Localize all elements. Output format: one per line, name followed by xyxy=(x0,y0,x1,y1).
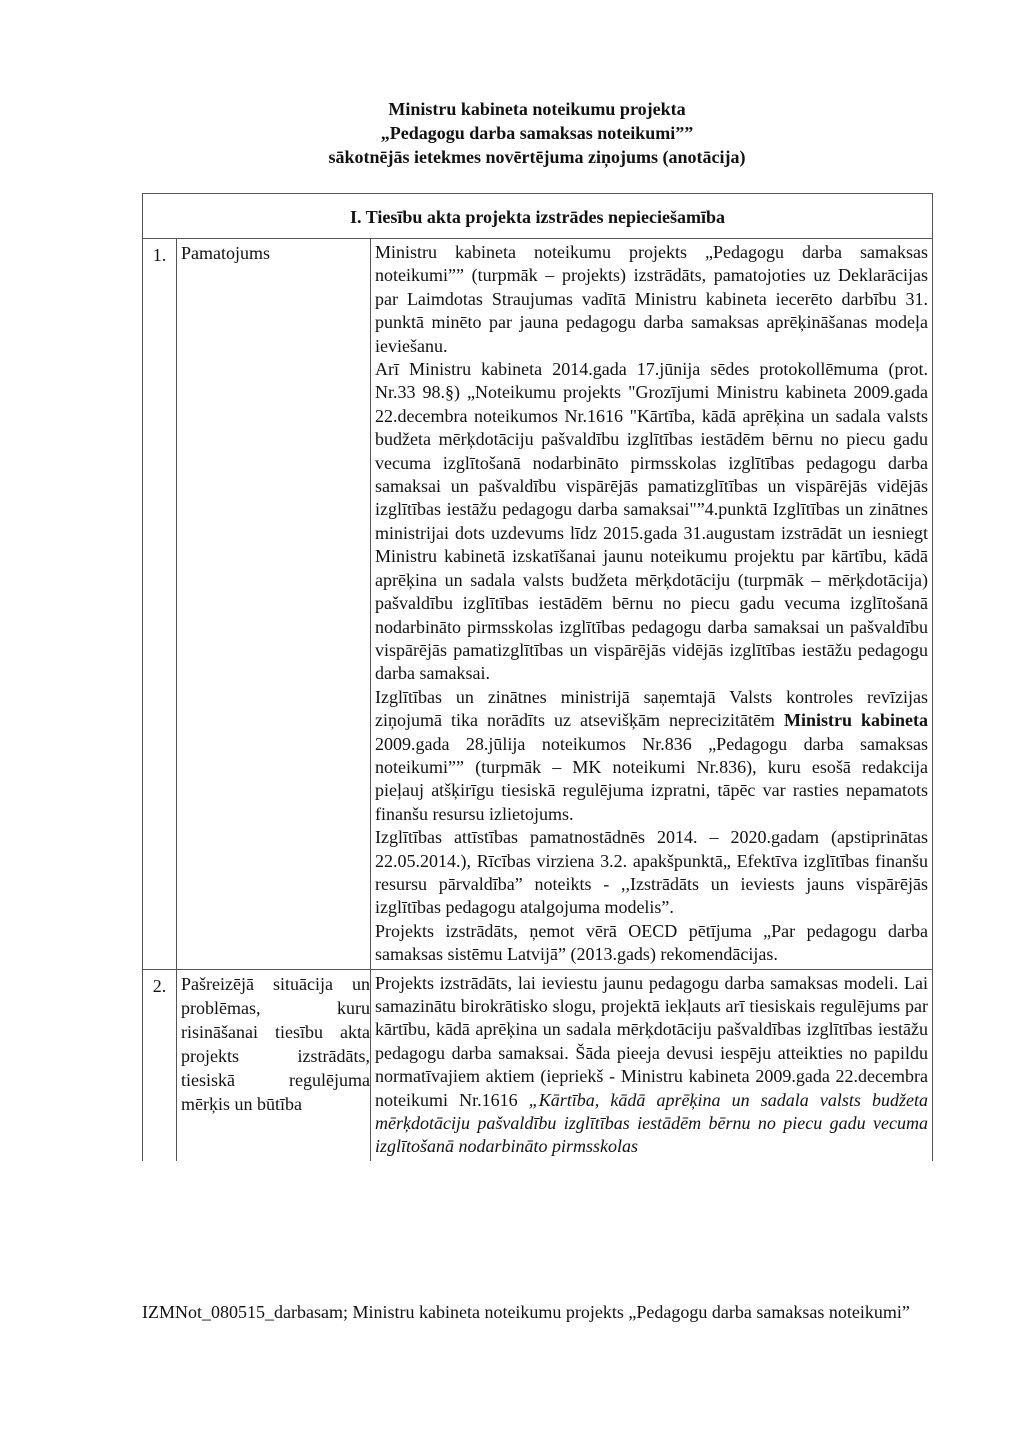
section-heading: I. Tiesību akta projekta izstrādes nepieciešamība xyxy=(143,194,932,239)
title-line-3: sākotnējās ietekmes novērtējuma ziņojums (anotācija) xyxy=(328,147,746,167)
row-label: Pamatojums xyxy=(177,239,371,969)
title-line-2: „Pedagogu darba samaksas noteikumi”” xyxy=(380,123,694,143)
text-run: 2009.gada 28.jūlija noteikumos Nr.836 „Pedagogu darba samaksas noteikumi”” (turpmāk – MK noteikumi Nr.836), kuru esošā redakcija pieļauj atšķirīgu tiesiskā regulējuma izpratni, tāpēc var rasties nepamatots finanšu resursu izlietojums. xyxy=(375,733,928,824)
paragraph: Arī Ministru kabineta 2014.gada 17.jūnija sēdes protokollēmuma (prot. Nr.33 98.§) „Noteikumu projekts "Grozījumi Ministru kabineta 2009.gada 22.decembra noteikumos Nr.1616 "Kārtība, kādā aprēķina un sadala valsts budžeta mērķdotāciju pašvaldību izglītības iestādēm bērnu no piecu gadu vecuma izglītošanā nodarbināto pirmsskolas izglītības pedagogu darba samaksai un pašvaldību vispārējās pamatizglītības un vispārējās vidējās izglītības iestāžu pedagogu darba samaksai"”4.punktā Izglītības un zinātnes ministrijai dots uzdevums līdz 2015.gada 31.augustam izstrādāt un iesniegt Ministru kabinetā izskatīšanai jaunu noteikumu projektu par kārtību, kādā aprēķina un sadala valsts budžeta mērķdotāciju (turpmāk – mērķdotācija) pašvaldību izglītības iestādēm bērnu no piecu gadu vecuma izglītošanā nodarbināto pirmsskolas izglītības pedagogu darba samaksai un pašvaldību vispārējās pamatizglītības un vispārējās vidējās izglītības iestāžu pedagogu darba samaksai. xyxy=(375,359,928,684)
row-label: Pašreizējā situācija un problēmas, kuru risināšanai tiesību akta projekts izstrādāts, tiesiskā regulējuma mērķis un būtība xyxy=(177,970,371,1161)
paragraph xyxy=(375,972,928,1159)
italic-text-run: „Kārtība, kādā aprēķina un sadala valsts budžeta mērķdotāciju pašvaldību izglītības iestādēm bērnu no piecu gadu vecuma izglītošanā nodarbināto pirmsskolas xyxy=(375,1089,928,1157)
bold-text-run: Ministru kabineta xyxy=(783,710,928,731)
row-content xyxy=(371,239,932,969)
paragraph: Ministru kabineta noteikumu projekts „Pedagogu darba samaksas noteikumi”” (turpmāk – projekts) izstrādāts, pamatojoties uz Deklarācijas par Laimdotas Straujumas vadītā Ministru kabineta iecerēto darbību 31. punktā minēto par jauna pedagogu darba samaksas aprēķināšanas modeļa ieviešanu. xyxy=(375,242,928,356)
text-run: Projekts izstrādāts, lai ieviestu jaunu pedagogu darba samaksas modeli. Lai samazinātu birokrātisko slogu, projektā iekļauts arī tiesiskais regulējums par kārtību, kādā aprēķina un sadala mērķdotāciju pašvaldības izglītības iestāžu pedagogu darba samaksai. Šāda pieeja devusi iespēju atteikties no papildu normatīvajiem aktiem (iepriekš - Ministru kabineta 2009.gada 22.decembra noteikumi Nr.1616 xyxy=(375,972,928,1110)
document-title xyxy=(0,97,1024,169)
paragraph: Izglītības attīstības pamatnostādnēs 2014. – 2020.gadam (apstiprinātas 22.05.2014.), Rīcības virziena 3.2. apakšpunktā„ Efektīva izglītības finanšu resursu pārvaldība” noteikts - ,,Izstrādāts un ieviests jauns vispārējās izglītības pedagogu atalgojuma modelis”. xyxy=(375,827,928,918)
page-footer: IZMNot_080515_darbasam; Ministru kabineta noteikumu projekts „Pedagogu darba samaksas noteikumi” xyxy=(142,1302,910,1322)
paragraph: Projekts izstrādāts, ņemot vērā OECD pētījuma „Par pedagogu darba samaksas sistēmu Latvijā” (2013.gads) rekomendācijas. xyxy=(375,920,928,965)
table-row xyxy=(143,970,932,1161)
paragraph xyxy=(375,686,928,826)
annotation-table xyxy=(142,193,933,1161)
row-content xyxy=(371,970,932,1161)
row-number: 2. xyxy=(143,970,177,1161)
title-line-1: Ministru kabineta noteikumu projekta xyxy=(388,99,686,119)
table-row xyxy=(143,239,932,970)
row-number: 1. xyxy=(143,239,177,969)
text-run: Izglītības un zinātnes ministrijā saņemtajā Valsts kontroles revīzijas ziņojumā tika norādīts uz atsevišķām neprecizitātēm xyxy=(375,686,928,731)
